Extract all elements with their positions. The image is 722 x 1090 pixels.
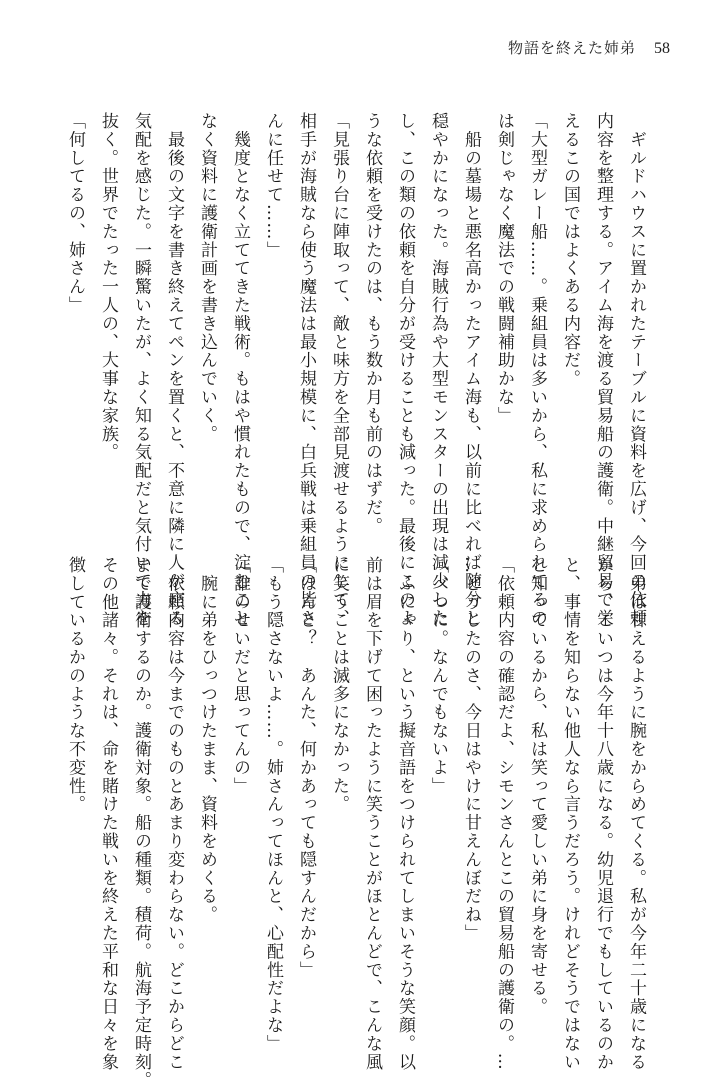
text-line: まで護衛するのか。護衛対象。船の種類。積荷。航海予定時刻。 xyxy=(131,556,151,1090)
text-line: その他諸々。それは、命を賭けた戦いを終えた平和な日々を象 xyxy=(98,556,118,1072)
text-line: 「誰のせいだと思ってんの」 xyxy=(230,556,250,796)
text-line: 気配を感じた。一瞬驚いたが、よく知る気配だと気付いて力を xyxy=(131,112,151,628)
text-line: 「何してるの、姉さん」 xyxy=(65,112,85,315)
text-line: 腕に弟をひっつけたまま、資料をめくる。 xyxy=(197,556,217,924)
text-line: なく資料に護衛計画を書き込んでいく。 xyxy=(197,112,217,444)
text-line: 弟は甘えるように腕をからめてくる。私が今年二十歳になる xyxy=(626,556,646,1072)
text-line: から、こいつは今年十八歳になる。幼児退行でもしているのか xyxy=(593,556,613,1072)
text-line: 船の墓場と悪名高かったアイム海も、以前に比べれば随分と xyxy=(461,112,481,628)
text-line: …どうしたのさ、今日はやけに甘えんぼだね」 xyxy=(461,556,481,943)
text-line: 依頼内容は今までのものとあまり変わらない。どこからどこ xyxy=(164,556,184,1072)
text-line: 「べつに。なんでもないよ」 xyxy=(428,556,448,796)
text-line: 「ほんと？ あんた、何かあっても隠すんだから」 xyxy=(296,556,316,980)
text-line: 「見張り台に陣取って、敵と味方を全部見渡せるようにして、 xyxy=(329,112,349,628)
text-line: 幾度となく立ててきた戦術。もはや慣れたもので、淀むこと xyxy=(230,112,250,628)
text-line: は剣じゃなく魔法での戦闘補助かな」 xyxy=(494,112,514,425)
text-line: し、この類の依頼を自分が受けることも減った。最後にこのよ xyxy=(395,112,415,628)
text-line: 内容を整理する。アイム海を渡る貿易船の護衛。中継貿易で栄 xyxy=(593,112,613,628)
text-line: えるこの国ではよくある内容だ。 xyxy=(560,112,580,388)
text-line: 抜く。世界でたった一人の、大事な家族。 xyxy=(98,112,118,462)
text-block-top xyxy=(65,112,652,628)
text-line: ふにゃり、という擬音語をつけられてしまいそうな笑顔。以 xyxy=(395,556,415,1072)
book-title: 物語を終えた姉弟 xyxy=(507,39,636,57)
running-header xyxy=(508,37,670,58)
page-number: 58 xyxy=(654,40,670,57)
text-line: うな依頼を受けたのは、もう数か月も前のはずだ。 xyxy=(362,112,382,536)
text-line: 相手が海賊なら使う魔法は最小規模に、白兵戦は乗組員の皆さ xyxy=(296,112,316,628)
text-line: と、事情を知らない他人なら言うだろう。けれどそうではない xyxy=(560,556,580,1072)
text-line: 最後の文字を書き終えてペンを置くと、不意に隣に人が座る xyxy=(164,112,184,628)
text-line: 前は眉を下げて困ったように笑うことがほとんどで、こんな風 xyxy=(362,556,382,1072)
text-line: 穏やかになった。海賊行為や大型モンスターの出現は減少した xyxy=(428,112,448,628)
text-line: 「もう隠さないよ……。姉さんってほんと、心配性だよな」 xyxy=(263,556,283,1053)
text-line: と知っているから、私は笑って愛しい弟に身を寄せる。 xyxy=(527,556,547,1016)
text-line: 「依頼内容の確認だよ、シモンさんとこの貿易船の護衛の。… xyxy=(494,556,514,1072)
text-line: 「大型ガレー船……。乗組員は多いから、私に求められてるの xyxy=(527,112,547,628)
text-block-bottom xyxy=(65,556,652,1090)
text-line: んに任せて……」 xyxy=(263,112,283,260)
text-line: に笑うことは滅多になかった。 xyxy=(329,556,349,814)
text-line: ギルドハウスに置かれたテーブルに資料を広げ、今回の依頼 xyxy=(626,112,646,628)
text-line: 徴しているかのような不変性。 xyxy=(65,556,85,814)
